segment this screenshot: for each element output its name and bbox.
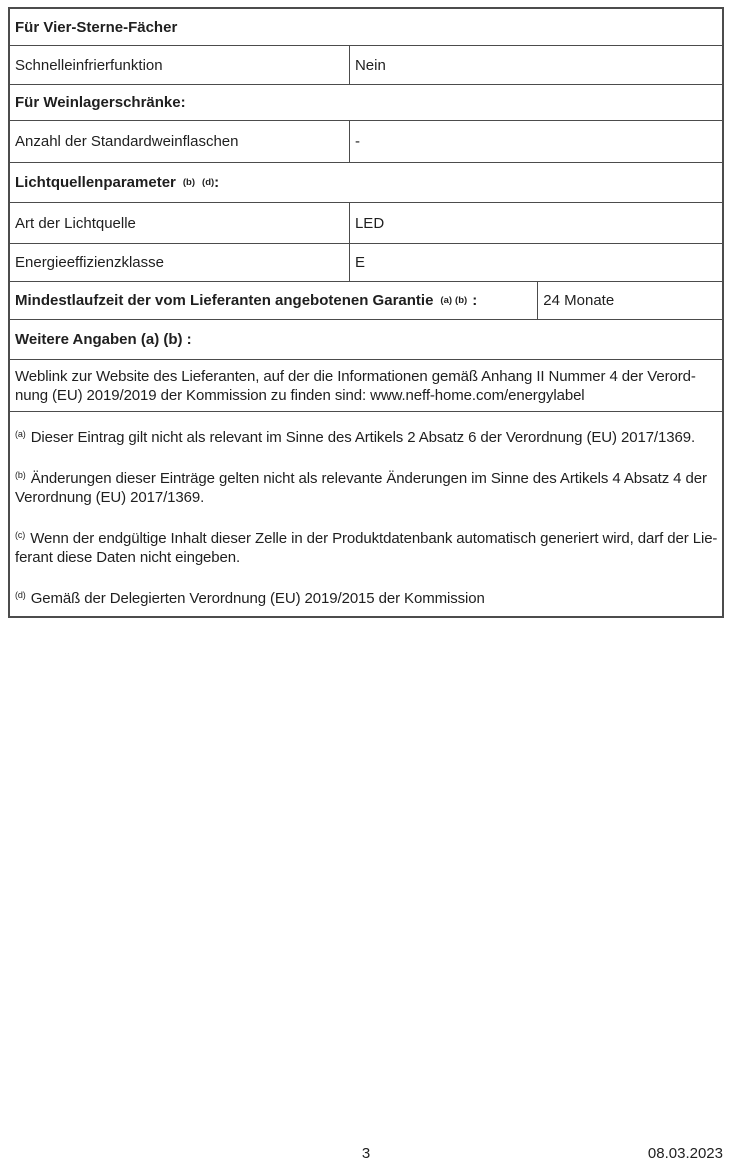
section-title-cell: [10, 320, 722, 359]
footnote-ref-d: (d): [202, 177, 215, 188]
row-warranty: [10, 281, 722, 319]
row-label: Mindestlaufzeit der vom Lieferanten angebotenen Garantie (a) (b) :: [10, 282, 538, 319]
footnote-b-marker: (b): [15, 470, 26, 480]
row-label: Anzahl der Standardweinflaschen: [10, 121, 350, 162]
row-label: Energieeffizienzklasse: [10, 244, 350, 281]
section-title-colon: :: [214, 174, 220, 191]
row-supplier-weblink: [10, 359, 722, 411]
supplier-weblink-url: www.neff-home.com/energylabel: [370, 387, 585, 404]
weblink-line-2: [15, 386, 720, 405]
page-footer: [8, 1145, 724, 1165]
row-wine-bottles: [10, 120, 722, 162]
section-row-four-star-compartments: [10, 9, 722, 45]
row-label: Schnelleinfrierfunktion: [10, 46, 350, 84]
section-title: Lichtquellenparameter: [15, 174, 176, 191]
footnote-d: $^{(d)}$ Gemäß der Delegierten Verordnung (EU) 2019/2015 der Kommission: [15, 590, 485, 607]
row-quick-freeze: [10, 45, 722, 84]
footnote-a-marker: (a): [15, 429, 26, 439]
row-value: E: [354, 254, 365, 271]
row-value: Nein: [354, 56, 386, 74]
row-value: 24 Monate: [543, 292, 615, 309]
row-label-colon: :: [472, 292, 478, 309]
page-number: 3: [361, 1145, 371, 1162]
row-value: -: [354, 133, 360, 150]
section-row-wine-storage: [10, 84, 722, 120]
section-row-more-information: [10, 319, 722, 359]
footnote-d-marker: (d): [15, 590, 26, 600]
footnote-c-marker: (c): [15, 530, 26, 540]
footnote-a: $^{(a)}$ Dieser Eintrag gilt nicht als relevant im Sinne des Artikels 2 Absatz 6 der Verordnung (EU) 2017/1369.: [15, 429, 696, 446]
section-title-cell: [10, 9, 722, 45]
row-energy-efficiency-class: [10, 243, 722, 281]
footnote-b: $^{(b)}$ Änderungen dieser Einträge gelten nicht als relevante Änderungen im Sinne des Artikels 4 Absatz 4 der Verordnung (EU) 2017/1369.: [15, 470, 707, 506]
weblink-line-1: Weblink zur Website des Lieferanten, auf der die Informationen gemäß Anhang II Nummer 4 der Verord-: [15, 368, 696, 385]
row-value: LED: [354, 214, 385, 232]
section-row-light-source-parameters: [10, 162, 722, 202]
footnote-ref-b: (b): [182, 177, 196, 188]
section-title: Für Weinlagerschränke:: [15, 94, 186, 111]
section-title: Weitere Angaben (a) (b) :: [15, 331, 192, 348]
weblink-line-2-text: nung (EU) 2019/2019 der Kommission zu finden sind:: [15, 387, 371, 404]
footnote-c: $^{(c)}$ Wenn der endgültige Inhalt dieser Zelle in der Produktdatenbank automatisch generiert wird, darf der Lie- ferant diese Daten nicht eingeben.: [15, 530, 718, 566]
section-title-cell: [10, 163, 722, 202]
footnote-ref-a: (a): [440, 295, 453, 306]
product-datasheet-table: [8, 7, 724, 618]
document-date: 08.03.2023: [647, 1145, 723, 1162]
footnotes-block: [10, 411, 722, 616]
row-label: Art der Lichtquelle: [10, 203, 350, 243]
section-title: Für Vier-Sterne-Fächer: [15, 18, 178, 36]
section-title-cell: [10, 85, 722, 120]
row-light-source-type: [10, 202, 722, 243]
footnote-ref-b: (b): [455, 295, 468, 306]
